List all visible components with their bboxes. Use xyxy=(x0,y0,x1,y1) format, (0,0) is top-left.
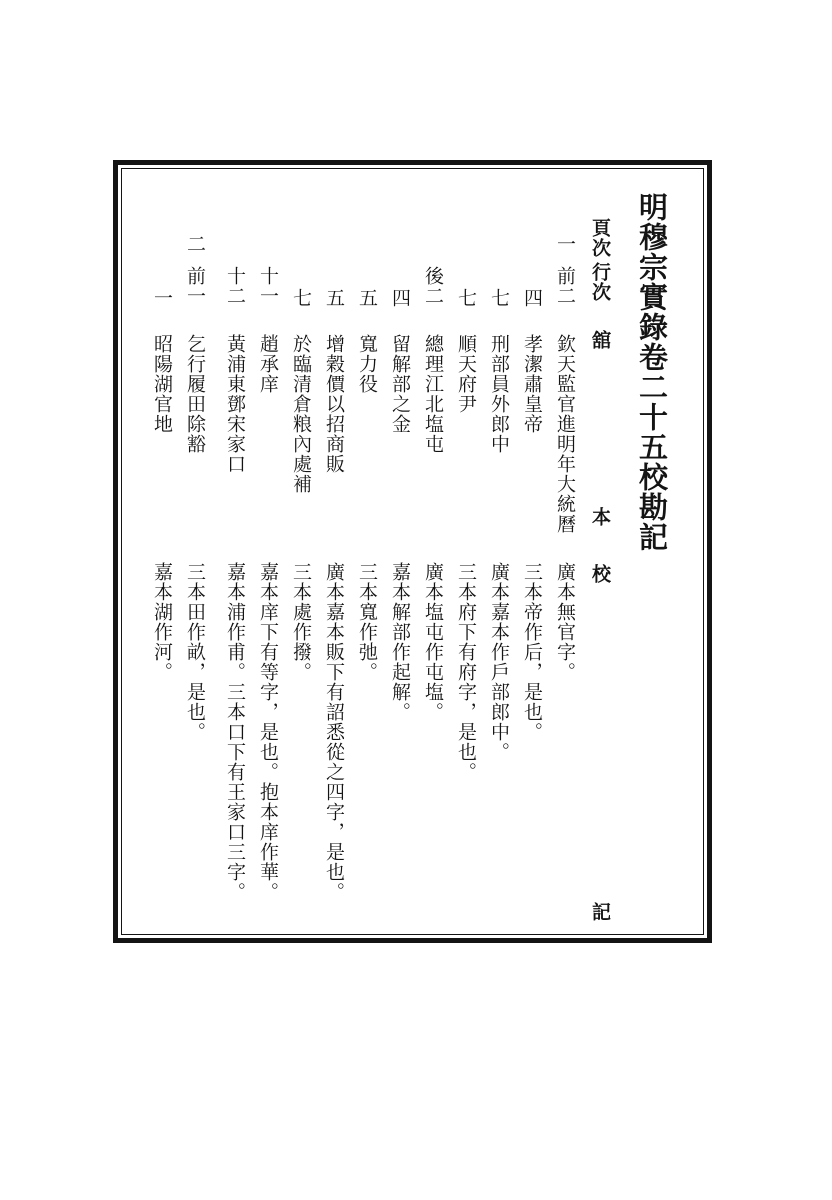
entry-collation-note: 廣本嘉本販下有詔悉從之四字，是也。 xyxy=(323,562,345,902)
entry-collation-note: 三本處作撥。 xyxy=(290,562,312,682)
entry-collation-note: 三本府下有府字，是也。 xyxy=(455,562,477,782)
entry-original-text: 趙承庠 xyxy=(257,334,279,394)
entry-line-number: 七 xyxy=(290,288,312,308)
document-title: 明穆宗實錄卷二十五校勘記 xyxy=(635,192,669,552)
header-ji: 記 xyxy=(589,902,611,922)
entry-collation-note: 廣本塩屯作屯塩。 xyxy=(422,562,444,722)
header-line-number: 行次 xyxy=(589,262,611,302)
entry-line-number: 前一 xyxy=(184,266,206,306)
entry-line-number: 四 xyxy=(521,288,543,308)
entry-original-text: 總理江北塩屯 xyxy=(422,334,444,454)
header-page-number: 頁次 xyxy=(589,218,611,258)
entry-line-number: 十一 xyxy=(257,266,279,306)
entry-line-number: 七 xyxy=(488,288,510,308)
entry-collation-note: 三本帝作后，是也。 xyxy=(521,562,543,742)
header-ben: 本 xyxy=(589,507,611,527)
entry-original-text: 順天府尹 xyxy=(455,334,477,414)
page-frame-inner xyxy=(121,168,704,935)
entry-collation-note: 嘉本解部作起解。 xyxy=(389,562,411,722)
entry-collation-note: 嘉本浦作甫。三本口下有王家口三字。 xyxy=(224,562,246,902)
header-jiao: 校 xyxy=(589,564,611,584)
entry-collation-note: 廣本嘉本作戶部郎中。 xyxy=(488,562,510,762)
entry-line-number: 四 xyxy=(389,288,411,308)
entry-page-number: 二 xyxy=(184,234,206,254)
entry-original-text: 乞行履田除豁 xyxy=(184,334,206,454)
entry-line-number: 前二 xyxy=(554,266,576,306)
entry-original-text: 昭陽湖官地 xyxy=(151,334,173,434)
entry-original-text: 欽天監官進明年大統曆 xyxy=(554,334,576,534)
entry-original-text: 寬力役 xyxy=(356,334,378,394)
header-guan: 舘 xyxy=(589,330,611,350)
entry-collation-note: 嘉本湖作河。 xyxy=(151,562,173,682)
entry-original-text: 增穀價以招商販 xyxy=(323,334,345,474)
entry-collation-note: 廣本無官字。 xyxy=(554,562,576,682)
entry-collation-note: 三本田作畝，是也。 xyxy=(184,562,206,742)
entry-collation-note: 三本寬作弛。 xyxy=(356,562,378,682)
entry-line-number: 後二 xyxy=(422,266,444,306)
entry-page-number: 一 xyxy=(554,234,576,254)
entry-line-number: 十二 xyxy=(224,266,246,306)
entry-collation-note: 嘉本庠下有等字，是也。抱本庠作華。 xyxy=(257,562,279,902)
entry-line-number: 一 xyxy=(151,288,173,308)
entry-original-text: 孝潔肅皇帝 xyxy=(521,334,543,434)
entry-original-text: 於臨清倉粮內處補 xyxy=(290,334,312,494)
entry-line-number: 五 xyxy=(323,288,345,308)
entry-original-text: 留解部之金 xyxy=(389,334,411,434)
entry-line-number: 五 xyxy=(356,288,378,308)
entry-original-text: 黃浦東鄧宋家口 xyxy=(224,334,246,474)
entry-line-number: 七 xyxy=(455,288,477,308)
entry-original-text: 刑部員外郎中 xyxy=(488,334,510,454)
